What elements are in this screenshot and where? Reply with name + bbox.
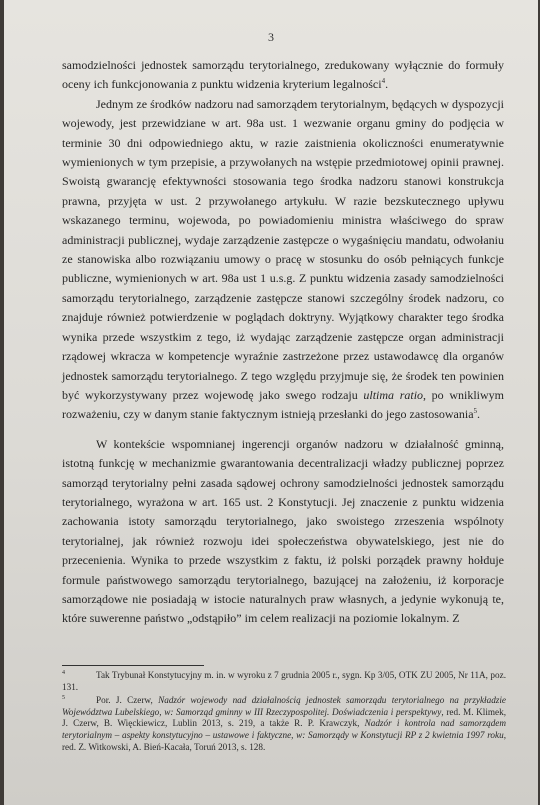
paragraph-2: [62, 95, 504, 425]
document-page: [4, 0, 538, 805]
footnote-4: [62, 670, 506, 693]
paragraph-3: W kontekście wspomnianej ingerencji organów nadzoru w działalność gminną, istotną funkcję w mechanizmie gwarantowania decentralizacji władzy publicznej poprzez samorząd terytorialny pełni zasada sądowej ochrony samodzielności jednostek samorządu terytorialnego, wyrażona w art. 165 ust. 2 Konstytucji. Jej znaczenie z punktu widzenia zachowania istoty samorządu terytorialnego, jako swoistego zrzeszenia wspólnoty terytorialnej, jak również rozwoju idei społeczeństwa obywatelskiego, jest nie do przecenienia. Wynika to przede wszystkim z faktu, iż polski porządek prawny hołduje formule państwowego samorządu terytorialnego, bazującej na założeniu, iż korporacje samorządowe nie posiadają w istocie naturalnych praw własnych, a jedynie wykonują te, które suwerenne państwo „odstąpiło” im celem realizacji na poziomie lokalnym. Z: [62, 436, 504, 626]
footnote-5-title-2: Nadzór i kontrola nad samorządem terytorialnym – aspekty konstytucyjno – ustawowe i faktyczne, w: Samorządy w Konstytucji RP z 2 kwietnia 1997 roku: [62, 718, 507, 740]
footnote-divider: [62, 665, 204, 666]
paragraph-2-italic: ultima ratio: [363, 387, 424, 402]
footnote-5-title: Nadzór wojewody nad działalnością jednostek samorządu terytorialnego na przykładzie Województwa Lubelskiego, w: Samorząd gminny w III Rzeczypospolitej. Doświadczenia i perspektywy: [62, 695, 506, 717]
footnote-ref-5[interactable]: 5: [473, 407, 478, 416]
page-number: 3: [268, 30, 274, 44]
footnote-5: [62, 695, 506, 753]
paragraph-2-end: .: [477, 407, 481, 422]
footnote-ref-4[interactable]: 4: [381, 77, 386, 86]
footnote-4-text: Tak Trybunał Konstytucyjny m. in. w wyroku z 7 grudnia 2005 r., sygn. Kp 3/05, OTK ZU 2005, Nr 11A, poz. 131.: [62, 670, 506, 692]
footnote-5-text: Por. J. Czerw,: [96, 695, 159, 706]
paragraph-1-end: .: [385, 77, 389, 92]
footnotes: [62, 670, 506, 755]
paragraph-2-text-cont: , po wnikliwym rozważeniu, czy w danym stanie faktycznym istnieją przesłanki do jego zastosowania: [62, 387, 504, 422]
footnote-5-text-end: , red. Z. Witkowski, A. Bień-Kacała, Toruń 2013, s. 128.: [62, 729, 506, 752]
footnote-4-number: 4: [62, 669, 65, 676]
paragraph-1-text: samodzielności jednostek samorządu terytorialnego, zredukowany wyłącznie do formuły oceny ich funkcjonowania z punktu widzenia kryterium legalności: [62, 58, 504, 92]
paragraph-2-text: Jednym ze środków nadzoru nad samorządem terytorialnym, będących w dyspozycji wojewody, jest przewidziane w art. 98a ust. 1 wezwanie organu gminy do podjęcia w terminie 30 dni odpowiedniego aktu, w razie zaistnienia okoliczności enumeratywnie wymienionych w tym przepisie, a przywołanych na wstępie przedmiotowej opinii prawnej. Swoistą gwarancję efektywności stosowania tego środka nadzoru stanowi konstrukcja prawna, przyjęta w ust. 2 przywołanego artykułu. W razie bezskutecznego upływu wskazanego terminu, wojewoda, po powiadomieniu ministra właściwego do spraw administracji publicznej, wydaje zarządzenie zastępcze o wygaśnięciu mandatu, odwołaniu ze stanowiska albo rozwiązaniu umowy o pracę w stosunku do osób pełniących funkcje publiczne, wymienionych w art. 98a ust 1 u.s.g. Z punktu widzenia zasady samodzielności samorządu terytorialnego, zarządzenie zastępcze stanowi szczególny środek nadzoru, co znajduje również potwierdzenie w poglądach doktryny. Wyjątkowy charakter tego środka wynika przede wszystkim z tego, iż wydając zarządzenie zastępcze organ administracji rządowej wkracza w kompetencje wyraźnie zastrzeżone przez ustawodawcę dla organów jednostek samorządu terytorialnego. Z tego względu przyjmuje się, że środek ten powinien być wykorzystywany przez wojewodę jako swego rodzaju: [62, 96, 504, 402]
paragraph-1: [62, 56, 504, 95]
body-text: [62, 56, 504, 629]
footnote-5-number: 5: [62, 695, 65, 702]
footnote-5-text-cont: , red. M. Klimek, J. Czerw, B. Więckiewicz, Lublin 2013, s. 219, a także R. P. Krawczyk,: [62, 706, 507, 729]
